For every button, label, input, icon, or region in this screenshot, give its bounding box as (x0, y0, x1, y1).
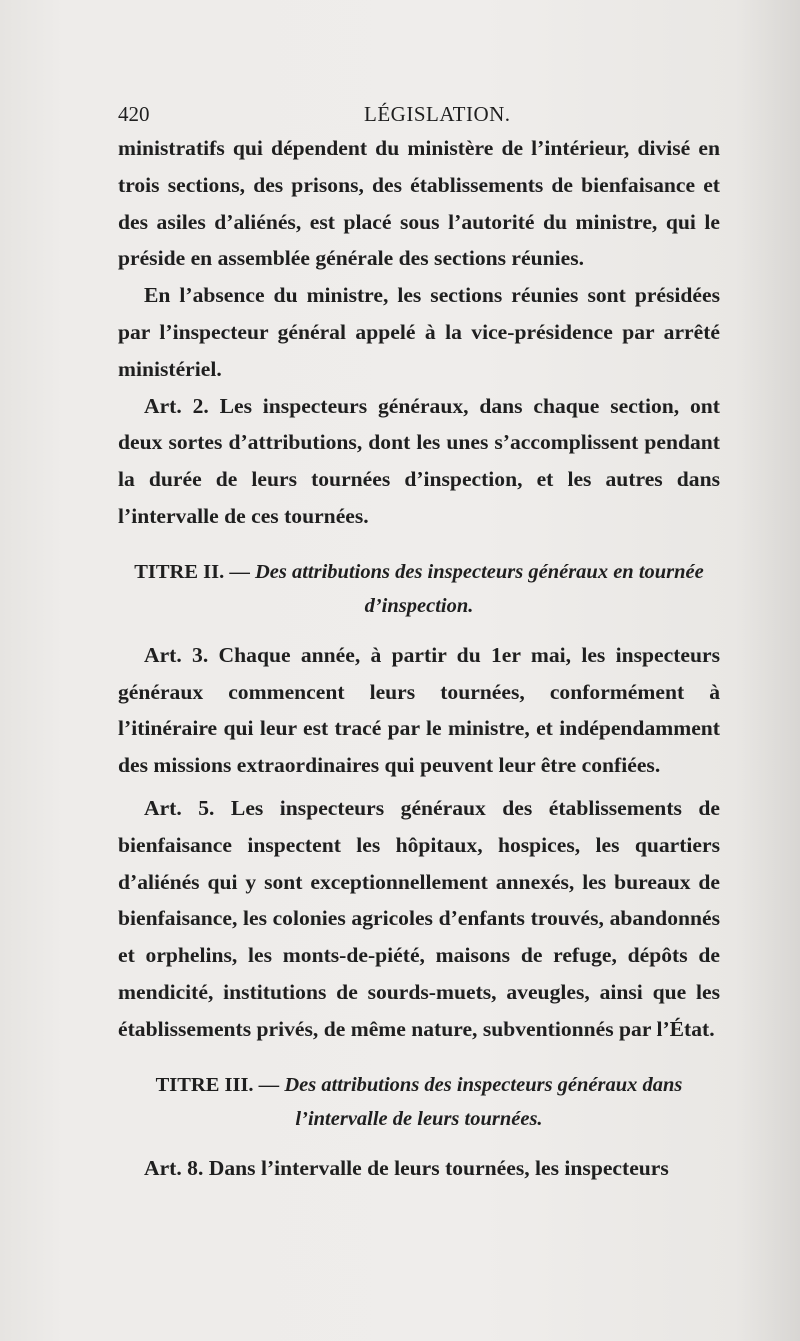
paragraph-article-3: Art. 3. Chaque année, à partir du 1er mai, les inspecteurs généraux commencent leurs tournées, conformément à l’itinéraire qui leur est tracé par le ministre, et indépendamment des missions extraordinaires qui peuvent leur être confiées. (118, 642, 720, 778)
paragraph-article-5: Art. 5. Les inspecteurs généraux des établissements de bienfaisance inspectent les hôpitaux, hospices, les quartiers d’aliénés qui y sont exceptionnellement annexés, les bureaux de bienfaisance, les colonies agricoles d’enfants trouvés, abandonnés et orphelins, les monts-de-piété, maisons de refuge, dépôts de mendicité, institutions de sourds-muets, aveugles, ainsi que les établissements privés, de même nature, subventionnés par l’État. (118, 795, 720, 1041)
paragraph-absence-ministre: En l’absence du ministre, les sections réunies sont présidées par l’inspecteur général appelé à la vice-présidence par arrêté ministériel. (118, 283, 720, 381)
titre-iii-label: TITRE III. — (155, 1073, 280, 1096)
text-block (118, 130, 720, 1186)
running-head (118, 102, 718, 132)
titre-iii-subtitle: Des attributions des inspecteurs généraux dans l’intervalle de leurs tournées. (284, 1073, 683, 1130)
running-title: LÉGISLATION. (364, 102, 511, 126)
paragraph-article-8: Art. 8. Dans l’intervalle de leurs tournées, les inspecteurs (144, 1155, 669, 1180)
titre-ii-subtitle: Des attributions des inspecteurs généraux en tournée d’inspection. (254, 560, 704, 617)
section-heading-titre-iii (118, 1068, 720, 1136)
paragraph-continuation: ministratifs qui dépendent du ministère de l’intérieur, divisé en trois sections, des prisons, des établissements de bienfaisance et des asiles d’aliénés, est placé sous l’autorité du ministre, qui le préside en assemblée générale des sections réunies. (118, 136, 720, 271)
page-number: 420 (118, 102, 150, 126)
section-heading-titre-ii (118, 555, 720, 623)
paragraph-article-2: Art. 2. Les inspecteurs généraux, dans chaque section, ont deux sortes d’attributions, dont les unes s’accomplissent pendant la durée de leurs tournées d’inspection, et les autres dans l’intervalle de ces tournées. (118, 393, 720, 528)
titre-ii-label: TITRE II. — (134, 560, 250, 583)
